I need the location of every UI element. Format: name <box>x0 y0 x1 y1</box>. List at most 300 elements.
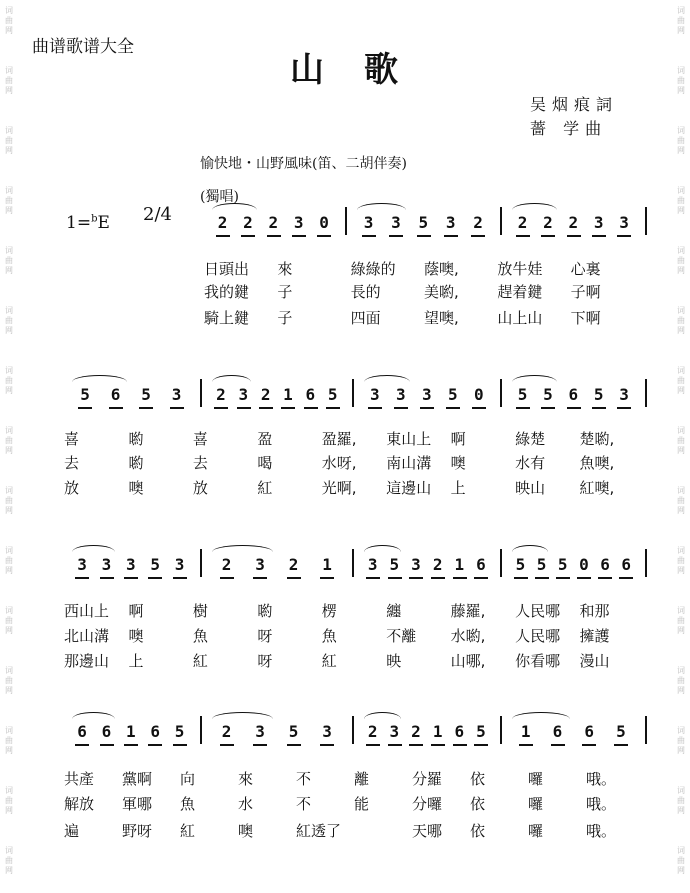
beam-line <box>389 235 403 237</box>
watermark-text: 词曲网 <box>677 126 685 155</box>
lyric-syllable: 囉 <box>528 770 544 788</box>
watermark-text: 词曲网 <box>5 66 13 95</box>
lyric-syllable: 紅 <box>192 652 208 670</box>
beam-line <box>124 577 138 579</box>
note: 2 <box>243 213 253 232</box>
lyric-syllable: 楚喲, <box>579 430 615 448</box>
note: 5 <box>327 385 338 404</box>
watermark-right <box>672 0 690 893</box>
note: 3 <box>293 213 304 232</box>
note: 6 <box>454 722 465 741</box>
lyric-syllable: 下啊 <box>570 309 601 327</box>
note: 3 <box>389 722 400 741</box>
beam-line <box>75 577 89 579</box>
watermark-text: 词曲网 <box>5 666 13 695</box>
slur-mark <box>212 375 251 382</box>
lyric-syllable: 噢 <box>128 479 144 497</box>
beam-line <box>220 577 234 579</box>
note: 6 <box>476 555 486 574</box>
slur-mark <box>72 545 115 552</box>
beam-line <box>472 407 486 409</box>
note: 2 <box>568 213 579 232</box>
beam-line <box>516 407 530 409</box>
beam-line <box>420 407 434 409</box>
watermark-text: 词曲网 <box>677 186 685 215</box>
bar-line <box>645 549 647 577</box>
beam-line <box>148 744 162 746</box>
lyric-syllable: 呀 <box>257 627 273 645</box>
watermark-text: 词曲网 <box>5 426 13 455</box>
lyric-syllable: 魚 <box>321 627 337 645</box>
note: 6 <box>77 722 87 741</box>
note: 3 <box>77 555 87 574</box>
lyric-syllable: 蔭噢, <box>424 260 459 278</box>
beam-line <box>216 235 230 237</box>
lyricist-credit: 吴烟痕詞 <box>530 95 619 114</box>
lyric-syllable: 北山溝 <box>64 627 110 645</box>
note: 6 <box>568 385 579 404</box>
note: 3 <box>255 555 265 574</box>
lyric-syllable: 能 <box>354 795 370 813</box>
lyric-syllable: 離 <box>354 770 370 788</box>
lyric-syllable: 紅噢, <box>579 479 615 497</box>
lyric-syllable: 水有 <box>515 454 546 472</box>
note: 6 <box>305 385 316 404</box>
lyric-syllable: 南山溝 <box>386 454 432 472</box>
bar-line <box>645 207 647 235</box>
bar-line <box>200 379 202 407</box>
lyric-syllable: 映山 <box>515 479 546 497</box>
note: 0 <box>579 555 589 574</box>
lyric-syllable: 盈羅, <box>321 430 357 448</box>
bar-line <box>500 207 502 235</box>
note: 6 <box>101 722 112 741</box>
slur-mark <box>512 203 557 210</box>
watermark-text: 词曲网 <box>677 426 685 455</box>
beam-line <box>556 577 570 579</box>
note: 3 <box>238 385 249 404</box>
watermark-text: 词曲网 <box>677 606 685 635</box>
watermark-text: 词曲网 <box>677 486 685 515</box>
slur-mark <box>512 375 557 382</box>
note: 2 <box>217 213 228 232</box>
note: 3 <box>367 555 378 574</box>
time-signature: 2/4 <box>143 204 172 225</box>
bar-line <box>352 716 354 744</box>
lyric-syllable: 呀 <box>257 652 273 670</box>
lyric-syllable: 擁護 <box>579 627 610 645</box>
lyric-syllable: 啊 <box>128 602 144 620</box>
lyric-syllable: 來 <box>277 260 293 278</box>
note: 5 <box>448 385 458 404</box>
beam-line <box>592 235 606 237</box>
note: 5 <box>536 555 547 574</box>
lyric-syllable: 喜 <box>192 430 208 448</box>
lyric-syllable: 分囉 <box>412 795 443 813</box>
watermark-text: 词曲网 <box>677 246 685 275</box>
lyric-syllable: 東山上 <box>386 430 432 448</box>
lyric-syllable: 盈 <box>257 430 273 448</box>
note: 0 <box>319 213 329 232</box>
note: 5 <box>141 385 151 404</box>
lyric-syllable: 放 <box>192 479 208 497</box>
note: 2 <box>260 385 271 404</box>
note: 3 <box>322 722 332 741</box>
note: 5 <box>418 213 429 232</box>
note: 3 <box>174 555 185 574</box>
beam-line <box>582 744 596 746</box>
note: 3 <box>619 385 629 404</box>
bar-line <box>500 716 502 744</box>
note: 1 <box>322 555 332 574</box>
beam-line <box>173 744 187 746</box>
site-label: 曲谱歌谱大全 <box>32 37 134 57</box>
lyric-syllable: 魚噢, <box>579 454 615 472</box>
note: 2 <box>288 555 299 574</box>
note: 6 <box>110 385 121 404</box>
beam-line <box>220 744 234 746</box>
lyric-syllable: 望噢, <box>424 309 459 327</box>
note: 0 <box>474 385 484 404</box>
beam-line <box>304 407 318 409</box>
note: 5 <box>174 722 185 741</box>
note: 5 <box>616 722 626 741</box>
lyric-syllable: 囉 <box>528 795 544 813</box>
bar-line <box>200 716 202 744</box>
lyric-syllable: 依 <box>470 770 486 788</box>
beam-line <box>368 407 382 409</box>
lyric-syllable: 喲 <box>257 602 273 620</box>
beam-line <box>598 577 612 579</box>
note: 3 <box>255 722 265 741</box>
lyric-syllable: 子 <box>277 309 293 327</box>
lyric-syllable: 噢 <box>238 822 254 840</box>
note: 3 <box>126 555 136 574</box>
lyric-syllable: 分羅 <box>412 770 443 788</box>
beam-line <box>551 744 565 746</box>
lyric-syllable: 向 <box>180 770 196 788</box>
watermark-text: 词曲网 <box>5 846 13 875</box>
note: 1 <box>454 555 465 574</box>
watermark-text: 词曲网 <box>677 66 685 95</box>
lyric-syllable: 喝 <box>257 454 273 472</box>
watermark-text: 词曲网 <box>5 486 13 515</box>
lyric-syllable: 解放 <box>64 795 95 813</box>
watermark-text: 词曲网 <box>677 666 685 695</box>
lyric-syllable: 上 <box>128 652 144 670</box>
note: 6 <box>150 722 161 741</box>
beam-line <box>567 235 581 237</box>
beam-line <box>320 577 334 579</box>
lyric-syllable: 楞 <box>321 602 337 620</box>
beam-line <box>326 407 340 409</box>
lyric-syllable: 子啊 <box>570 283 601 301</box>
beam-line <box>253 577 267 579</box>
note: 2 <box>411 722 421 741</box>
lyric-syllable: 天哪 <box>412 822 443 840</box>
lyric-syllable: 山上山 <box>497 309 543 327</box>
note: 5 <box>389 555 400 574</box>
lyric-syllable: 啊 <box>450 430 466 448</box>
note: 5 <box>288 722 299 741</box>
lyric-syllable: 和那 <box>579 602 610 620</box>
lyric-syllable: 哦。 <box>586 822 617 840</box>
lyric-syllable: 綠綠的 <box>350 260 396 278</box>
beam-line <box>267 235 281 237</box>
beam-line <box>541 235 555 237</box>
lyric-syllable: 四面 <box>350 309 381 327</box>
beam-line <box>100 744 114 746</box>
lyric-syllable: 那邊山 <box>64 652 110 670</box>
lyric-syllable: 藤羅, <box>450 602 486 620</box>
lyric-syllable: 哦。 <box>586 795 617 813</box>
lyric-syllable: 去 <box>64 454 80 472</box>
lyric-syllable: 子 <box>277 283 293 301</box>
beam-line <box>541 407 555 409</box>
beam-line <box>214 407 228 409</box>
beam-line <box>431 577 445 579</box>
lyric-syllable: 水 <box>238 795 254 813</box>
beam-line <box>173 577 187 579</box>
note: 5 <box>593 385 604 404</box>
lyric-syllable: 漫山 <box>579 652 610 670</box>
lyric-syllable: 光啊, <box>321 479 357 497</box>
watermark-text: 词曲网 <box>5 786 13 815</box>
beam-line <box>320 744 334 746</box>
beam-line <box>535 577 549 579</box>
beam-line <box>388 577 402 579</box>
note: 5 <box>543 385 553 404</box>
note: 5 <box>476 722 486 741</box>
lyric-syllable: 紅 <box>257 479 273 497</box>
note: 2 <box>268 213 279 232</box>
lyric-syllable: 人民哪 <box>515 627 561 645</box>
beam-line <box>514 577 528 579</box>
lyric-syllable: 紅 <box>180 822 196 840</box>
watermark-text: 词曲网 <box>677 786 685 815</box>
beam-line <box>431 744 445 746</box>
beam-line <box>617 407 631 409</box>
beam-line <box>170 407 184 409</box>
lyric-syllable: 喜 <box>64 430 80 448</box>
note: 3 <box>391 213 401 232</box>
bar-line <box>645 379 647 407</box>
note: 3 <box>619 213 629 232</box>
lyric-syllable: 這邊山 <box>386 479 432 497</box>
note: 1 <box>520 722 531 741</box>
lyric-syllable: 日頭出 <box>204 260 250 278</box>
lyric-syllable: 依 <box>470 795 486 813</box>
watermark-text: 词曲网 <box>677 306 685 335</box>
bar-line <box>200 549 202 577</box>
beam-line <box>237 407 251 409</box>
lyric-syllable: 不 <box>296 770 312 788</box>
watermark-text: 词曲网 <box>5 606 13 635</box>
lyric-syllable: 魚 <box>180 795 196 813</box>
lyric-syllable: 綠楚 <box>515 430 546 448</box>
note: 3 <box>363 213 374 232</box>
watermark-text: 词曲网 <box>5 126 13 155</box>
beam-line <box>281 407 295 409</box>
watermark-text: 词曲网 <box>5 246 13 275</box>
lyric-syllable: 山哪, <box>450 652 486 670</box>
bar-line <box>500 549 502 577</box>
lyric-syllable: 趕着鍵 <box>497 283 543 301</box>
lyric-syllable: 樹 <box>192 602 208 620</box>
slur-mark <box>364 545 401 552</box>
note: 2 <box>367 722 378 741</box>
lyric-syllable: 我的鍵 <box>204 283 250 301</box>
lyric-syllable: 去 <box>192 454 208 472</box>
lyric-syllable: 上 <box>450 479 466 497</box>
note: 5 <box>80 385 90 404</box>
slur-mark <box>364 375 410 382</box>
lyric-syllable: 不離 <box>386 627 417 645</box>
beam-line <box>474 744 488 746</box>
lyric-syllable: 野呀 <box>122 822 153 840</box>
note: 3 <box>370 385 380 404</box>
lyric-syllable: 喲 <box>128 454 144 472</box>
lyric-syllable: 依 <box>470 822 486 840</box>
note: 5 <box>515 555 526 574</box>
note: 3 <box>396 385 406 404</box>
beam-line <box>124 744 138 746</box>
note: 2 <box>473 213 483 232</box>
beam-line <box>78 407 92 409</box>
beam-line <box>148 577 162 579</box>
lyric-syllable: 水喲, <box>450 627 486 645</box>
slur-mark <box>512 712 570 719</box>
slur-mark <box>72 712 115 719</box>
bar-line <box>352 549 354 577</box>
lyric-syllable: 不 <box>296 795 312 813</box>
beam-line <box>317 235 331 237</box>
watermark-text: 词曲网 <box>5 6 13 35</box>
note: 5 <box>517 385 528 404</box>
note: 2 <box>221 555 232 574</box>
beam-line <box>409 744 423 746</box>
lyric-syllable: 水呀, <box>321 454 357 472</box>
watermark-text: 词曲网 <box>5 366 13 395</box>
note: 2 <box>221 722 232 741</box>
lyric-syllable: 囉 <box>528 822 544 840</box>
slur-mark <box>364 712 401 719</box>
beam-line <box>388 744 402 746</box>
beam-line <box>362 235 376 237</box>
beam-line <box>109 407 123 409</box>
lyric-syllable: 放 <box>64 479 80 497</box>
watermark-text: 词曲网 <box>5 726 13 755</box>
lyric-syllable: 哦。 <box>586 770 617 788</box>
note: 3 <box>445 213 456 232</box>
beam-line <box>287 577 301 579</box>
watermark-text: 词曲网 <box>677 366 685 395</box>
lyric-syllable: 魚 <box>192 627 208 645</box>
lyric-syllable: 紅 <box>321 652 337 670</box>
beam-line <box>453 577 467 579</box>
slur-mark <box>212 203 257 210</box>
beam-line <box>366 577 380 579</box>
note: 1 <box>126 722 136 741</box>
note: 3 <box>593 213 604 232</box>
lyric-syllable: 喲 <box>128 430 144 448</box>
beam-line <box>444 235 458 237</box>
beam-line <box>516 235 530 237</box>
tempo-marking: 愉快地・山野風味(笛、二胡伴奏) <box>200 156 407 172</box>
lyric-syllable: 騎上鍵 <box>204 309 250 327</box>
note: 3 <box>411 555 421 574</box>
lyric-syllable: 軍哪 <box>122 795 153 813</box>
beam-line <box>471 235 485 237</box>
watermark-left <box>0 0 18 893</box>
beam-line <box>446 407 460 409</box>
beam-line <box>253 744 267 746</box>
beam-line <box>287 744 301 746</box>
note: 2 <box>216 385 226 404</box>
lyric-syllable: 放牛娃 <box>497 260 543 278</box>
lyric-syllable: 纏 <box>386 602 402 620</box>
beam-line <box>394 407 408 409</box>
watermark-text: 词曲网 <box>5 546 13 575</box>
note: 3 <box>422 385 432 404</box>
voice-marking: (獨唱) <box>200 189 239 205</box>
beam-line <box>614 744 628 746</box>
note: 2 <box>517 213 528 232</box>
bar-line <box>500 379 502 407</box>
lyric-syllable: 共產 <box>64 770 95 788</box>
lyric-syllable: 美喲, <box>424 283 459 301</box>
slur-mark <box>357 203 406 210</box>
beam-line <box>417 235 431 237</box>
beam-line <box>619 577 633 579</box>
beam-line <box>453 744 467 746</box>
lyric-syllable: 紅透了 <box>296 822 342 840</box>
lyric-syllable: 來 <box>238 770 254 788</box>
key-signature: 1=$^b$E <box>66 213 110 233</box>
lyric-syllable: 人民哪 <box>515 602 561 620</box>
lyric-syllable: 映 <box>386 652 402 670</box>
watermark-text: 词曲网 <box>677 6 685 35</box>
note: 6 <box>552 722 563 741</box>
beam-line <box>100 577 114 579</box>
beam-line <box>519 744 533 746</box>
note: 6 <box>584 722 595 741</box>
lyric-syllable: 你看哪 <box>515 652 561 670</box>
bar-line <box>345 207 347 235</box>
beam-line <box>241 235 255 237</box>
note: 5 <box>557 555 568 574</box>
slur-mark <box>212 545 273 552</box>
beam-line <box>75 744 89 746</box>
lyric-syllable: 長的 <box>350 283 381 301</box>
slur-mark <box>512 545 548 552</box>
beam-line <box>592 407 606 409</box>
beam-line <box>617 235 631 237</box>
watermark-text: 词曲网 <box>5 186 13 215</box>
lyric-syllable: 心裏 <box>570 260 601 278</box>
note: 6 <box>600 555 610 574</box>
beam-line <box>567 407 581 409</box>
note: 1 <box>432 722 443 741</box>
bar-line <box>645 716 647 744</box>
watermark-text: 词曲网 <box>677 726 685 755</box>
beam-line <box>409 577 423 579</box>
beam-line <box>292 235 306 237</box>
beam-line <box>474 577 488 579</box>
beam-line <box>366 744 380 746</box>
watermark-text: 词曲网 <box>677 846 685 875</box>
composer-credit: 薔 学曲 <box>530 119 608 138</box>
